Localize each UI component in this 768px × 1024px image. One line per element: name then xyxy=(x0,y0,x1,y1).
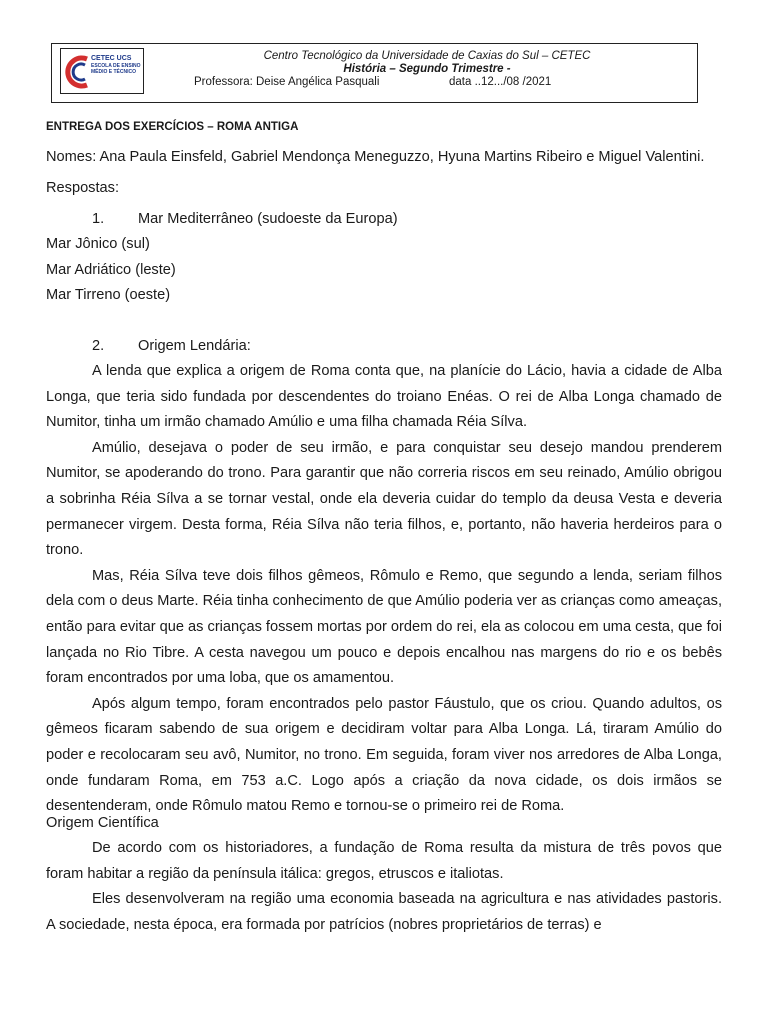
teacher-name: Professora: Deise Angélica Pasquali xyxy=(194,76,380,88)
answer-2-title: Origem Lendária: xyxy=(138,338,251,354)
answer-1-item xyxy=(92,207,398,233)
origem-lendaria-text xyxy=(46,359,722,820)
paragraph: Mas, Réia Sílva teve dois filhos gêmeos, Rômulo e Remo, que segundo a lenda, seriam filhos dela com o deus Marte. Réia tinha conhecimento de que Amúlio poderia ver as crianças como ameaças, então para evitar que as crianças fossem mortas por ordem do rei, ela as colocou em uma cesta, que foi lançada no Rio Tibre. A cesta navegou um pouco e depois encalhou nas margens do rio e os bebês foram encontrados por uma loba, que os amamentou. xyxy=(46,567,722,687)
answers-label: Respostas: xyxy=(46,180,120,196)
paragraph: Eles desenvolveram na região uma economia baseada na agricultura e nas atividades pastoris. A sociedade, nesta época, era formada por patrícios (nobres proprietários de terras) e xyxy=(46,891,722,933)
student-names: Nomes: Ana Paula Einsfeld, Gabriel Mendonça Meneguzzo, Hyuna Martins Ribeiro e Miguel Valentini. xyxy=(46,149,705,165)
answer-2-heading xyxy=(92,334,251,360)
answer-1 xyxy=(92,207,398,233)
sea-item: Mar Adriático (leste) xyxy=(46,261,176,278)
institution-name: Centro Tecnológico da Universidade de Caxias do Sul – CETEC xyxy=(263,50,591,62)
paragraph: Amúlio, desejava o poder de seu irmão, e para conquistar seu desejo mandou prenderem Numitor, se apoderando do trono. Para garantir que não correria riscos em seu reinado, Amúlio obrigou a sobrinha Réia Sílva a se tornar vestal, onde ela deveria cuidar do templo da deusa Vesta e deveria permanecer virgem. Desta forma, Réia Sílva não teria filhos, e, portanto, não haveria herdeiros para o trono. xyxy=(46,439,722,559)
sea-item: Mar Tirreno (oeste) xyxy=(46,287,171,304)
sea-item: Mar Jônico (sul) xyxy=(46,236,150,252)
date-field: data ..12.../08 /2021 xyxy=(449,76,552,88)
logo-subtitle: ESCOLA DE ENSINO MÉDIO E TÉCNICO xyxy=(91,63,141,75)
teacher-line xyxy=(194,75,664,89)
document-header xyxy=(51,43,698,103)
answer-1-text: Mar Mediterrâneo (sudoeste da Europa) xyxy=(138,211,398,227)
paragraph: A lenda que explica a origem de Roma conta que, na planície do Lácio, havia a cidade de Alba Longa, que teria sido fundada por descendentes do troiano Enéas. O rei de Alba Longa chamado de Numitor, tinha um irmão chamado Amúlio e uma filha chamada Réia Sílva. xyxy=(46,363,722,431)
logo-brand: CETEC UCS xyxy=(91,55,132,62)
document-title: ENTREGA DOS EXERCÍCIOS – ROMA ANTIGA xyxy=(46,121,299,133)
answer-1-items xyxy=(46,232,722,309)
school-logo xyxy=(60,48,144,94)
subject-line: História – Segundo Trimestre - xyxy=(343,63,511,75)
paragraph: Após algum tempo, foram encontrados pelo pastor Fáustulo, que os criou. Quando adultos, os gêmeos ficaram sabendo de sua origem e decidiram voltar para Alba Longa. Lá, tiraram Amúlio do poder e recolocaram seu avô, Numitor, no trono. Em seguida, foram viver nos arredores de Alba Longa, onde fundaram Roma, em 753 a.C. Logo após a criação da nova cidade, os dois irmãos se desentenderam, onde Rômulo matou Remo e tornou-se o primeiro rei de Roma. xyxy=(46,695,722,815)
origem-cientifica-heading: Origem Científica xyxy=(46,815,159,831)
answer-2-number: 2. xyxy=(92,338,105,354)
origem-cientifica-text xyxy=(46,836,722,938)
paragraph: De acordo com os historiadores, a fundação de Roma resulta da mistura de três povos que foram habitar a região da península itálica: gregos, etruscos e italiotas. xyxy=(46,840,722,882)
logo-text xyxy=(91,55,143,75)
answer-1-number: 1. xyxy=(92,211,105,227)
